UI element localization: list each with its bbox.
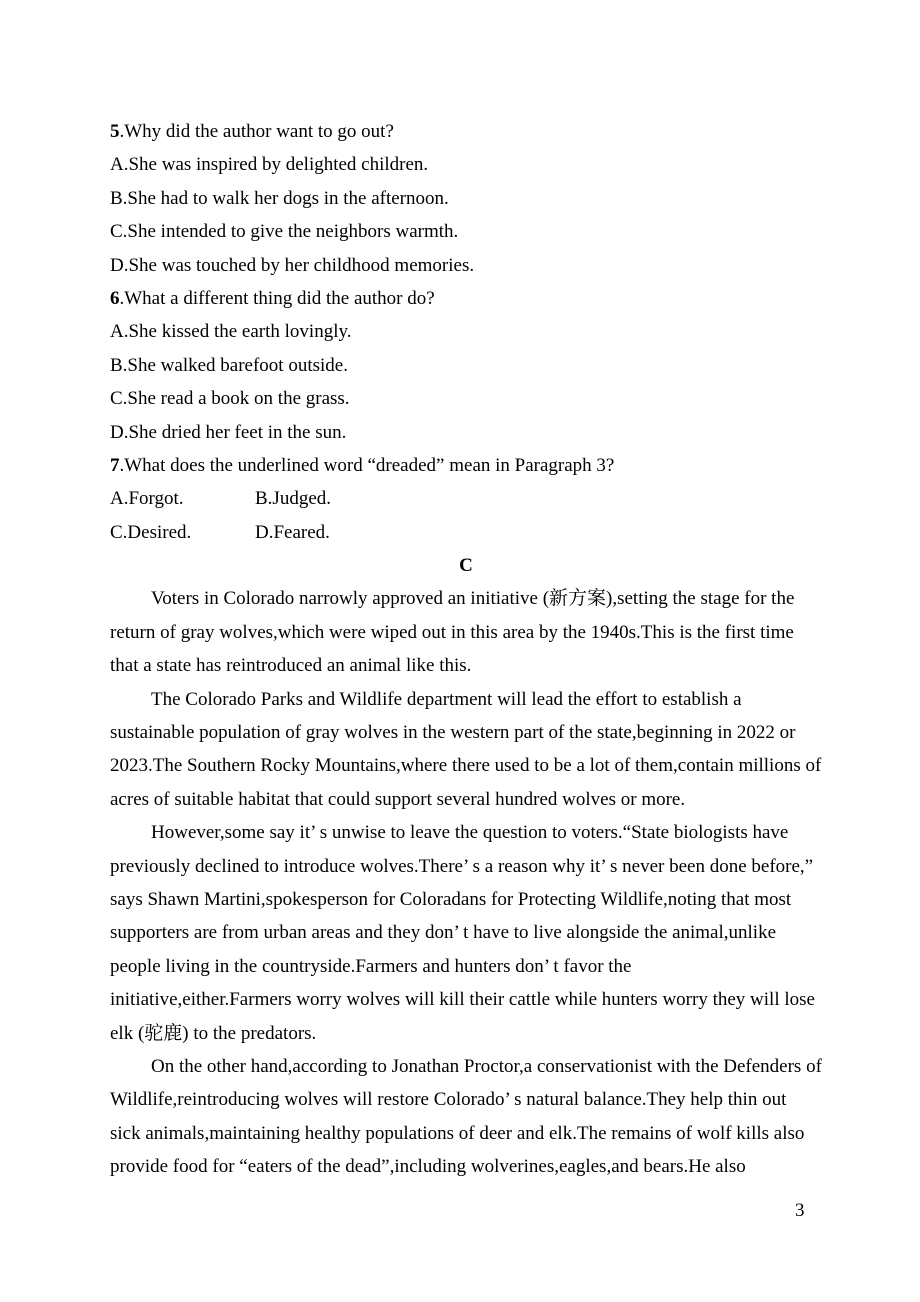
question-6-option-b: B.She walked barefoot outside. (110, 354, 348, 376)
question-6-text: .What a different thing did the author do? (119, 287, 435, 309)
passage-line: supporters are from urban areas and they don’ t have to live alongside the animal,unlike (110, 922, 777, 944)
passage-line: 2023.The Southern Rocky Mountains,where there used to be a lot of them,contain millions of (110, 755, 822, 777)
question-6-option-c: C.She read a book on the grass. (110, 388, 350, 410)
question-5-option-d: D.She was touched by her childhood memories. (110, 254, 475, 276)
question-6-number: 6 (110, 287, 120, 309)
passage-line: initiative,either.Farmers worry wolves will kill their cattle while hunters worry they will lose (110, 989, 815, 1011)
passage-line: people living in the countryside.Farmers and hunters don’ t favor the (110, 955, 632, 977)
passage-line: Voters in Colorado narrowly approved an initiative (新方案),setting the stage for the (151, 588, 795, 610)
passage-line: provide food for “eaters of the dead”,including wolverines,eagles,and bears.He also (110, 1156, 746, 1178)
question-5-stem (110, 115, 822, 148)
question-5-number: 5 (110, 121, 120, 142)
question-7-text: .What does the underlined word “dreaded” mean in Paragraph 3? (119, 454, 615, 476)
question-7-option-b: B.Judged. (255, 488, 331, 510)
question-7-options-row-2 (110, 516, 822, 549)
passage-line: On the other hand,according to Jonathan Proctor,a conservationist with the Defenders of (151, 1055, 822, 1077)
section-heading: C (459, 555, 473, 577)
passage-line: Wildlife,reintroducing wolves will restore Colorado’ s natural balance.They help thin out (110, 1089, 787, 1111)
passage-line: The Colorado Parks and Wildlife department will lead the effort to establish a (151, 688, 742, 710)
passage-line: sustainable population of gray wolves in the western part of the state,beginning in 2022 or (110, 722, 796, 744)
question-7-number: 7 (110, 454, 120, 476)
passage-line: previously declined to introduce wolves.There’ s a reason why it’ s never been done before,” (110, 855, 814, 877)
page-number: 3 (795, 1200, 805, 1221)
passage-line: sick animals,maintaining healthy populations of deer and elk.The remains of wolf kills also (110, 1122, 805, 1144)
document-body (110, 115, 822, 1184)
passage-line: that a state has reintroduced an animal like this. (110, 655, 472, 677)
question-6-option-d: D.She dried her feet in the sun. (110, 421, 347, 443)
passage-line: However,some say it’ s unwise to leave the question to voters.“State biologists have (151, 822, 789, 844)
question-7-option-c: C.Desired. (110, 521, 192, 543)
question-5-option-c: C.She intended to give the neighbors warmth. (110, 221, 459, 243)
passage-line: elk (驼鹿) to the predators. (110, 1022, 317, 1044)
passage-line: acres of suitable habitat that could support several hundred wolves or more. (110, 788, 686, 810)
question-6-option-a: A.She kissed the earth lovingly. (110, 321, 352, 343)
question-5-option-b: B.She had to walk her dogs in the afternoon. (110, 187, 449, 209)
passage-line: return of gray wolves,which were wiped out in this area by the 1940s.This is the first time (110, 621, 794, 643)
question-6-stem (110, 282, 822, 315)
passage-line: says Shawn Martini,spokesperson for Coloradans for Protecting Wildlife,noting that most (110, 888, 792, 910)
question-7-option-a: A.Forgot. (110, 488, 184, 510)
question-7-options-row-1 (110, 482, 822, 515)
question-5-option-a: A.She was inspired by delighted children. (110, 154, 429, 176)
question-5-text: .Why did the author want to go out? (119, 121, 394, 142)
question-7-stem (110, 449, 822, 482)
question-7-option-d: D.Feared. (255, 521, 330, 543)
